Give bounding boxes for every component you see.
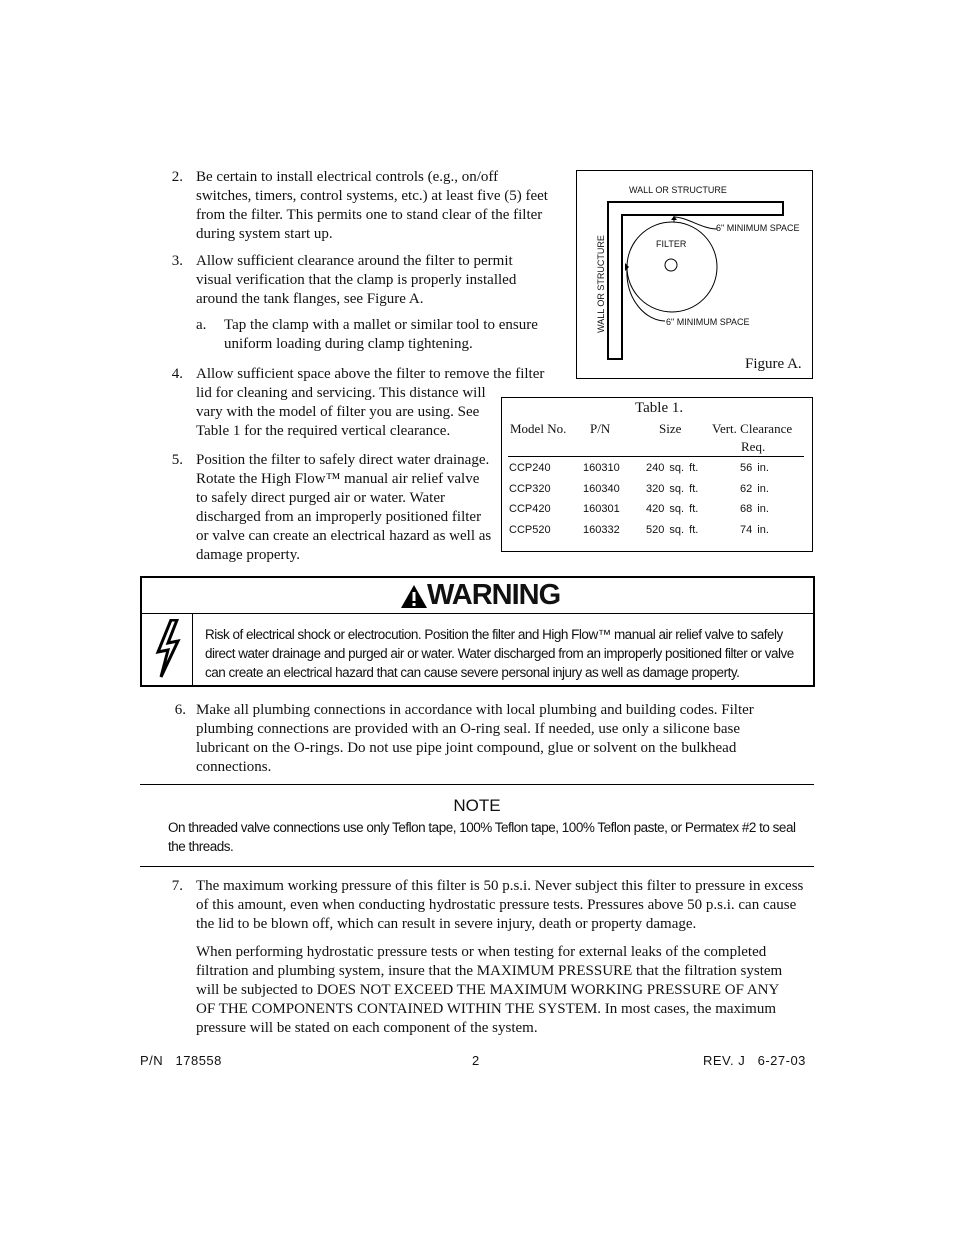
table-cell: CCP420: [509, 503, 551, 515]
table-cell: 160340: [583, 483, 620, 495]
warning-divider: [142, 613, 813, 614]
item-7-text: The maximum working pressure of this filter is 50 p.s.i. Never subject this filter to pressure in excess of this amount, even when conducting hydrostatic pressure tests. Pressures above 50 p.s.i. can cause the lid to be blown off, which can result in severe injury, death or property damage.: [196, 878, 804, 932]
table-cell: 160310: [583, 462, 620, 474]
figure-a-diagram: [577, 171, 814, 380]
space-top-label: 6" MINIMUM SPACE: [716, 223, 800, 233]
clearance-table: [501, 397, 813, 552]
note-text: On threaded valve connections use only Teflon tape, 100% Teflon tape, 100% Teflon paste, or Permatex #2 to seal the threads.: [168, 820, 796, 854]
item-2-text: Be certain to install electrical controls (e.g., on/off switches, timers, control systems, etc.) at least five (5) feet from the filter. This permits one to stand clear of the filter during system start up.: [196, 169, 548, 242]
item-3-text: Allow sufficient clearance around the filter to permit visual verification that the clamp is properly installed around the tank flanges, see Figure A.: [196, 253, 517, 307]
footer-page-number: 2: [472, 1053, 480, 1068]
space-bottom-label: 6" MINIMUM SPACE: [666, 317, 750, 327]
table-header: Model No.: [510, 421, 567, 436]
item-3a-letter: a.: [196, 317, 207, 333]
item-number: 7.: [171, 878, 183, 894]
table-cell: CCP520: [509, 524, 551, 536]
item-3a-text: Tap the clamp with a mallet or similar tool to ensure uniform loading during clamp tightening.: [224, 317, 538, 352]
note-title: NOTE: [453, 796, 501, 815]
table-cell: 320 sq. ft.: [646, 483, 699, 495]
item-number: 2.: [171, 169, 183, 185]
item-5-text: Position the filter to safely direct water drainage. Rotate the High Flow™ manual air relief valve to safely direct purged air or water. Water discharged from an improperly positioned filter or valve can create an electrical hazard as well as damage property.: [196, 452, 492, 563]
table-cell: 56 in.: [740, 462, 769, 474]
table-title: Table 1.: [635, 400, 684, 416]
table-header: Vert. Clearance: [712, 421, 793, 436]
table-header: P/N: [590, 421, 611, 436]
figure-caption: Figure A.: [745, 356, 802, 372]
table-cell: 520 sq. ft.: [646, 524, 699, 536]
item-6-text: Make all plumbing connections in accordance with local plumbing and building codes. Filter plumbing connections are provided with an O-ring seal. If needed, use only a silicone base lubricant on the O-rings. Do not use pipe joint compound, glue or solvent on the bulkhead connections.: [196, 702, 754, 775]
note-rule-bottom: [140, 866, 814, 867]
warning-triangle-icon: [400, 584, 428, 609]
warning-text: Risk of electrical shock or electrocution. Position the filter and High Flow™ manual air relief valve to safely direct water drainage and purged air or water. Water discharged from an improperly positioned filter or valve can create an electrical hazard that can cause severe personal injury as well as damage property.: [205, 627, 794, 680]
filter-center: [665, 259, 677, 271]
table-cell: 160332: [583, 524, 620, 536]
item-4-text-rest: lid for cleaning and servicing. This distance will vary with the model of filter you are using. See Table 1 for the required vertical clearance.: [196, 385, 486, 439]
lightning-bolt-icon: [153, 619, 183, 679]
filter-circle: [627, 222, 717, 312]
note-rule-top: [140, 784, 814, 785]
item-number: 4.: [171, 366, 183, 382]
wall-side-label: WALL OR STRUCTURE: [596, 235, 606, 333]
item-number: 5.: [171, 452, 183, 468]
table-cell: 240 sq. ft.: [646, 462, 699, 474]
table-cell: 74 in.: [740, 524, 769, 536]
item-7-para2: When performing hydrostatic pressure tests or when testing for external leaks of the completed filtration and plumbing system, insure that the MAXIMUM PRESSURE that the filtration system will be subjected to DOES NOT EXCEED THE MAXIMUM WORKING PRESSURE OF ANY OF THE COMPONENTS CONTAINED WITHIN THE SYSTEM. In most cases, the maximum pressure will be stated on each component of the system.: [196, 944, 783, 1036]
table-header: Size: [659, 421, 682, 436]
footer-revision: REV. J 6-27-03: [703, 1053, 806, 1068]
table-header: Req.: [741, 439, 766, 454]
table-cell: 62 in.: [740, 483, 769, 495]
item-4-text-line1: Allow sufficient space above the filter to remove the filter: [196, 366, 545, 382]
table-cell: CCP240: [509, 462, 551, 474]
warning-title: WARNING: [427, 579, 561, 611]
table-cell: 68 in.: [740, 503, 769, 515]
warning-icon-divider: [192, 614, 193, 685]
filter-label: FILTER: [656, 239, 687, 249]
figure-a: [576, 170, 813, 379]
wall-top-label: WALL OR STRUCTURE: [629, 185, 727, 195]
table-cell: 420 sq. ft.: [646, 503, 699, 515]
warning-box: [140, 576, 815, 687]
table-cell: 160301: [583, 503, 620, 515]
table-cell: CCP320: [509, 483, 551, 495]
table-header-rule: [508, 456, 804, 457]
item-number: 3.: [171, 253, 183, 269]
item-number: 6.: [174, 702, 186, 718]
footer-part-number: P/N 178558: [140, 1053, 222, 1068]
